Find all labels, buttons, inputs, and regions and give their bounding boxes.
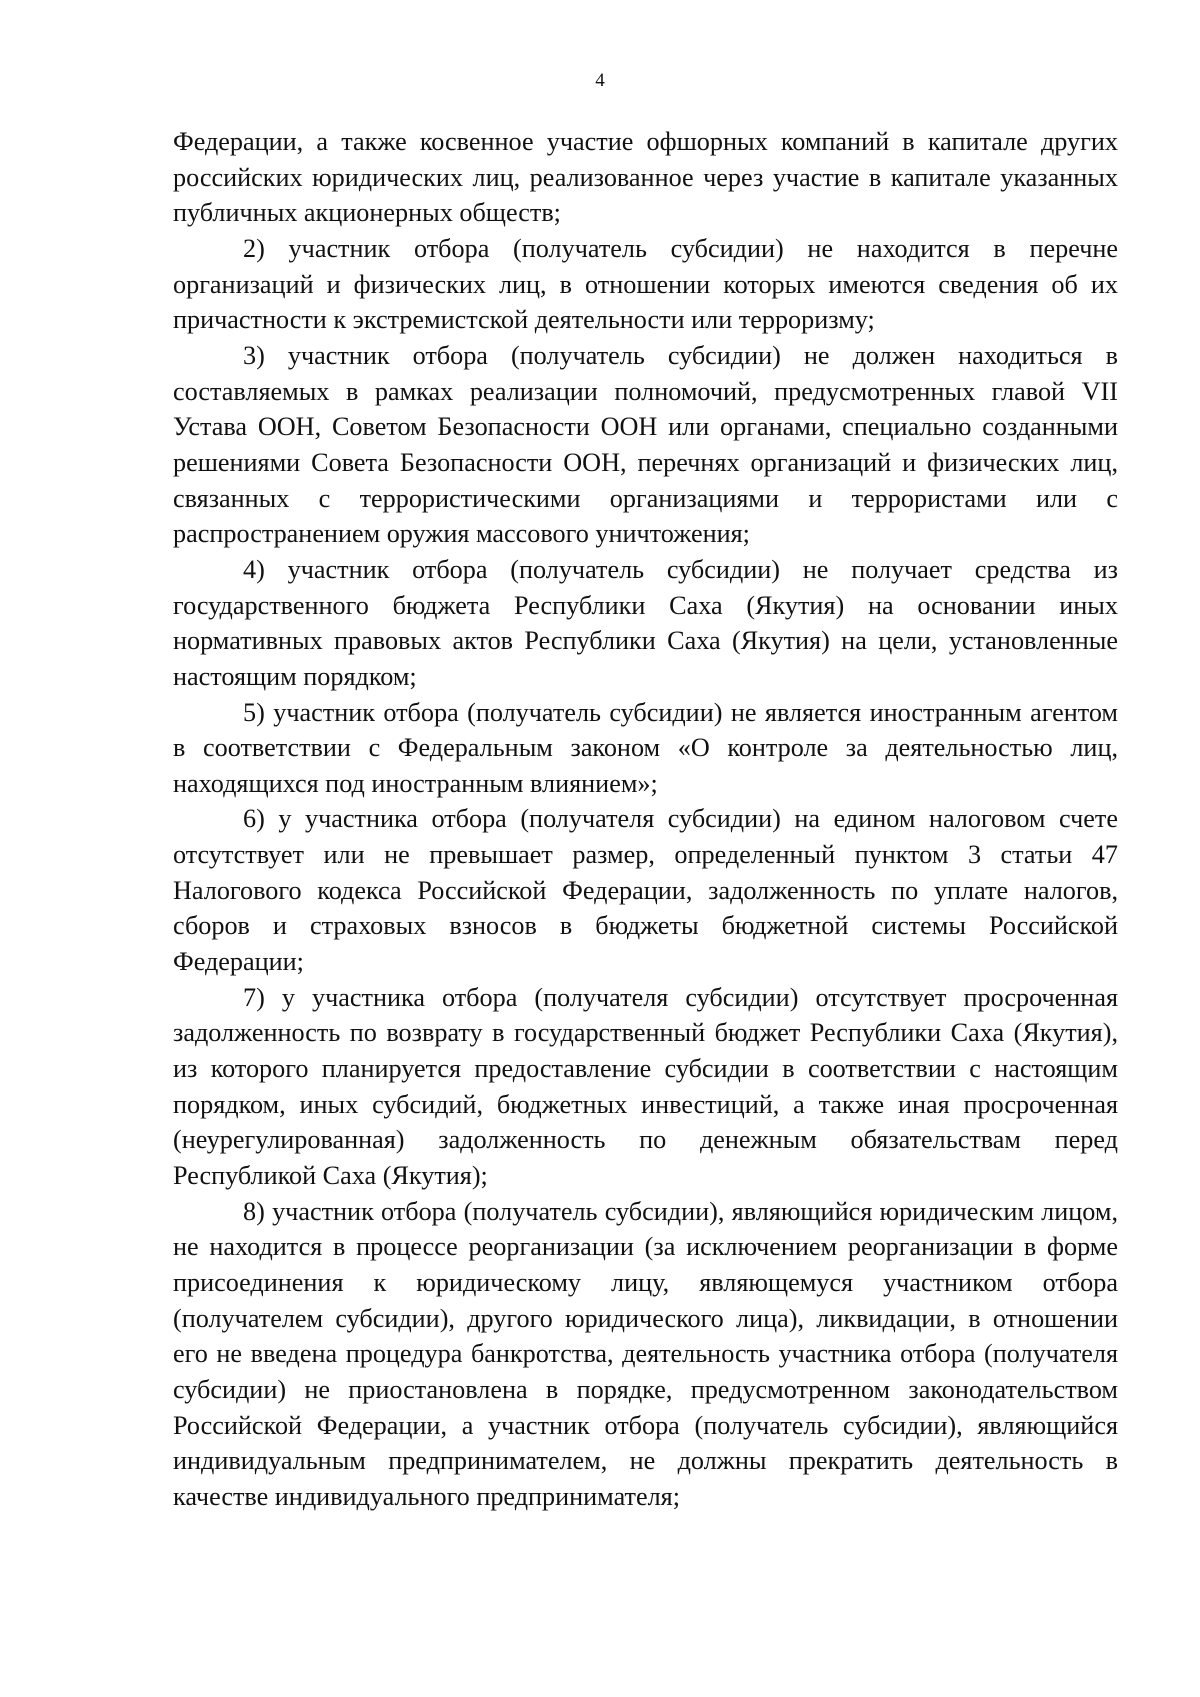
paragraph-continuation: Федерации, а также косвенное участие офшорных компаний в капитале других российских юридических лиц, реализованное через участие в капитале указанных публичных акционерных обществ; [173, 127, 1118, 228]
paragraph-item-5: 5) участник отбора (получатель субсидии) не является иностранным агентом в соответствии с Федеральным законом «О контроле за деятельностью лиц, находящихся под иностранным влиянием»; [173, 697, 1118, 798]
paragraph-item-7: 7) у участника отбора (получателя субсидии) отсутствует просроченная задолженность по возврату в государственный бюджет Республики Саха (Якутия), из которого планируется предоставление субсидии в соответствии с настоящим порядком, иных субсидий, бюджетных инвестиций, а также иная просроченная (неурегулированная) задолженность по денежным обязательствам перед Республикой Саха (Якутия); [173, 982, 1118, 1191]
paragraph-item-3: 3) участник отбора (получатель субсидии) не должен находиться в составляемых в рамках реализации полномочий, предусмотренных главой VII Устава ООН, Советом Безопасности ООН или органами, специально созданными решениями Совета Безопасности ООН, перечнях организаций и физических лиц, связанных с террористическими организациями и террористами или с распространением оружия массового уничтожения; [173, 340, 1118, 549]
document-body [173, 124, 1118, 1515]
page-number: 4 [595, 70, 605, 91]
paragraph-item-6: 6) у участника отбора (получателя субсидии) на едином налоговом счете отсутствует или не превышает размер, определенный пунктом 3 статьи 47 Налогового кодекса Российской Федерации, задолженность по уплате налогов, сборов и страховых взносов в бюджеты бюджетной системы Российской Федерации; [173, 804, 1118, 977]
paragraph-item-4: 4) участник отбора (получатель субсидии) не получает средства из государственного бюджета Республики Саха (Якутия) на основании иных нормативных правовых актов Республики Саха (Якутия) на цели, установленные настоящим порядком; [173, 554, 1118, 691]
paragraph-item-8: 8) участник отбора (получатель субсидии), являющийся юридическим лицом, не находится в процессе реорганизации (за исключением реорганизации в форме присоединения к юридическому лицу, являющемуся участником отбора (получателем субсидии), другого юридического лица), ликвидации, в отношении его не введена процедура банкротства, деятельность участника отбора (получателя субсидии) не приостановлена в порядке, предусмотренном законодательством Российской Федерации, а участник отбора (получатель субсидии), являющийся индивидуальным предпринимателем, не должны прекратить деятельность в качестве индивидуального предпринимателя; [173, 1196, 1118, 1511]
paragraph-item-2: 2) участник отбора (получатель субсидии) не находится в перечне организаций и физических лиц, в отношении которых имеются сведения об их причастности к экстремистской деятельности или терроризму; [173, 233, 1118, 335]
